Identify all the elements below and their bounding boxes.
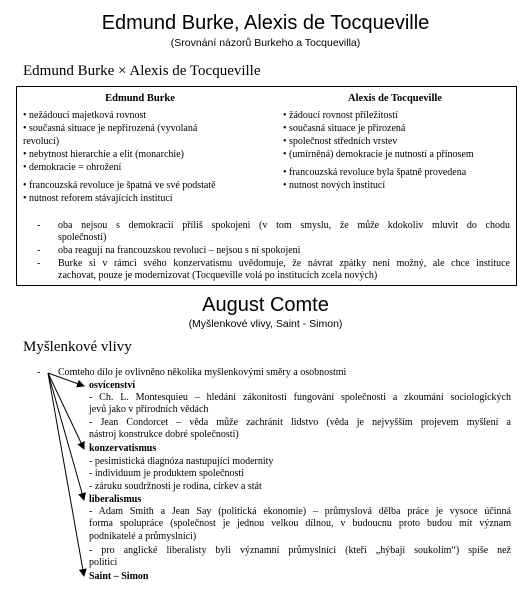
arrow-to-saint-simon: [48, 373, 84, 576]
group-title-enlightenment: osvícenství: [89, 380, 136, 391]
group-line: - pesimistická diagnóza nastupující modernity: [89, 456, 274, 467]
group-line: forma spolupráce (společnost je jednou velkou dílnou, v budoucnu proto budou mít význam: [89, 518, 511, 529]
tocqueville-item: • nutnost nových institucí: [283, 180, 386, 191]
burke-item: • demokracie = ohrožení: [23, 162, 122, 173]
note-dash: -: [37, 220, 41, 231]
group-line: - Adam Smith a Jean Say (politická ekonomie) – průmyslová dělba práce je vysoce účinná: [89, 506, 511, 517]
tocqueville-item: • francouzská revoluce byla špatně provedena: [283, 167, 467, 178]
burke-item: • nutnost reforem stávajících institucí: [23, 193, 173, 204]
group-line: podnikatelé a průmyslníci): [89, 531, 197, 542]
note-line: oba reagují na francouzskou revoluci – nejsou s ní spokojeni: [58, 245, 301, 256]
intro-text: Comteho dílo je ovlivněno několika myšlenkovými směry a osobnostmi: [58, 367, 347, 378]
comte-title: August Comte: [202, 294, 329, 316]
group-line: - pro anglické liberalisty byli významní průmyslníci (kteří „hýbají soukolím“) spíše než: [89, 545, 511, 556]
group-line: nástroj konstrukce dobré společnosti): [89, 429, 239, 440]
burke-item: • francouzská revoluce je špatná ve své podstatě: [23, 180, 216, 191]
note-line: oba nejsou s demokracií příliš spokojeni (v tom smyslu, že může kdokoliv mluvit do chodu: [58, 220, 510, 231]
note-line: společnosti): [58, 232, 107, 243]
group-line: jevů jako v přírodních vědách: [89, 404, 209, 415]
column-header-tocqueville: Alexis de Tocqueville: [348, 93, 442, 104]
group-line: - Ch. L. Montesquieu – hledání zákonitostí fungování společnosti a zkoumání sociologických: [89, 392, 511, 403]
group-line: - Jean Condorcet – věda může zachránit lidstvo (věda je nejvyšším projevem myšlení a: [89, 417, 511, 428]
burke-item: revolucí): [23, 136, 60, 147]
section-heading: Myšlenkové vlivy: [23, 339, 132, 355]
document-title: Edmund Burke, Alexis de Tocqueville: [101, 12, 430, 34]
note-line: zachovat, pouze je modernizovat (Tocqueville volá po institucích zcela nových): [58, 270, 378, 281]
group-title-conservatism: konzervatismus: [89, 443, 157, 454]
burke-item: • nežádoucí majetková rovnost: [23, 110, 147, 121]
note-dash: -: [37, 245, 41, 256]
group-title-saint-simon: Saint – Simon: [89, 571, 149, 582]
group-line: - individuum je produktem společnosti: [89, 468, 244, 479]
burke-item: • nebytnost hierarchie a elit (monarchie): [23, 149, 184, 160]
tocqueville-item: • (umírněná) demokracie je nutností a přínosem: [283, 149, 474, 160]
note-dash: -: [37, 258, 41, 269]
document-subtitle: (Srovnání názorů Burkeho a Tocquevilla): [170, 37, 361, 49]
group-title-liberalism: liberalismus: [89, 494, 142, 505]
intro-dash: -: [37, 367, 41, 378]
tocqueville-item: • společnost středních vrstev: [283, 136, 398, 147]
group-line: - záruku soudržnosti je rodina, církev a stát: [89, 481, 262, 492]
comte-subtitle: (Myšlenkové vlivy, Saint - Simon): [188, 318, 343, 330]
tocqueville-item: • žádoucí rovnost příležitostí: [283, 110, 398, 121]
tocqueville-item: • současná situace je přirozená: [283, 123, 406, 134]
section-heading: Edmund Burke × Alexis de Tocqueville: [23, 63, 261, 79]
column-header-burke: Edmund Burke: [105, 93, 175, 104]
burke-item: • současná situace je nepřirozená (vyvolaná: [23, 123, 198, 134]
group-line: politici: [89, 557, 118, 568]
note-line: Burke si v rámci svého konzervatismu uvědomuje, že návrat zpátky není možný, ale chce instituce: [58, 258, 510, 269]
